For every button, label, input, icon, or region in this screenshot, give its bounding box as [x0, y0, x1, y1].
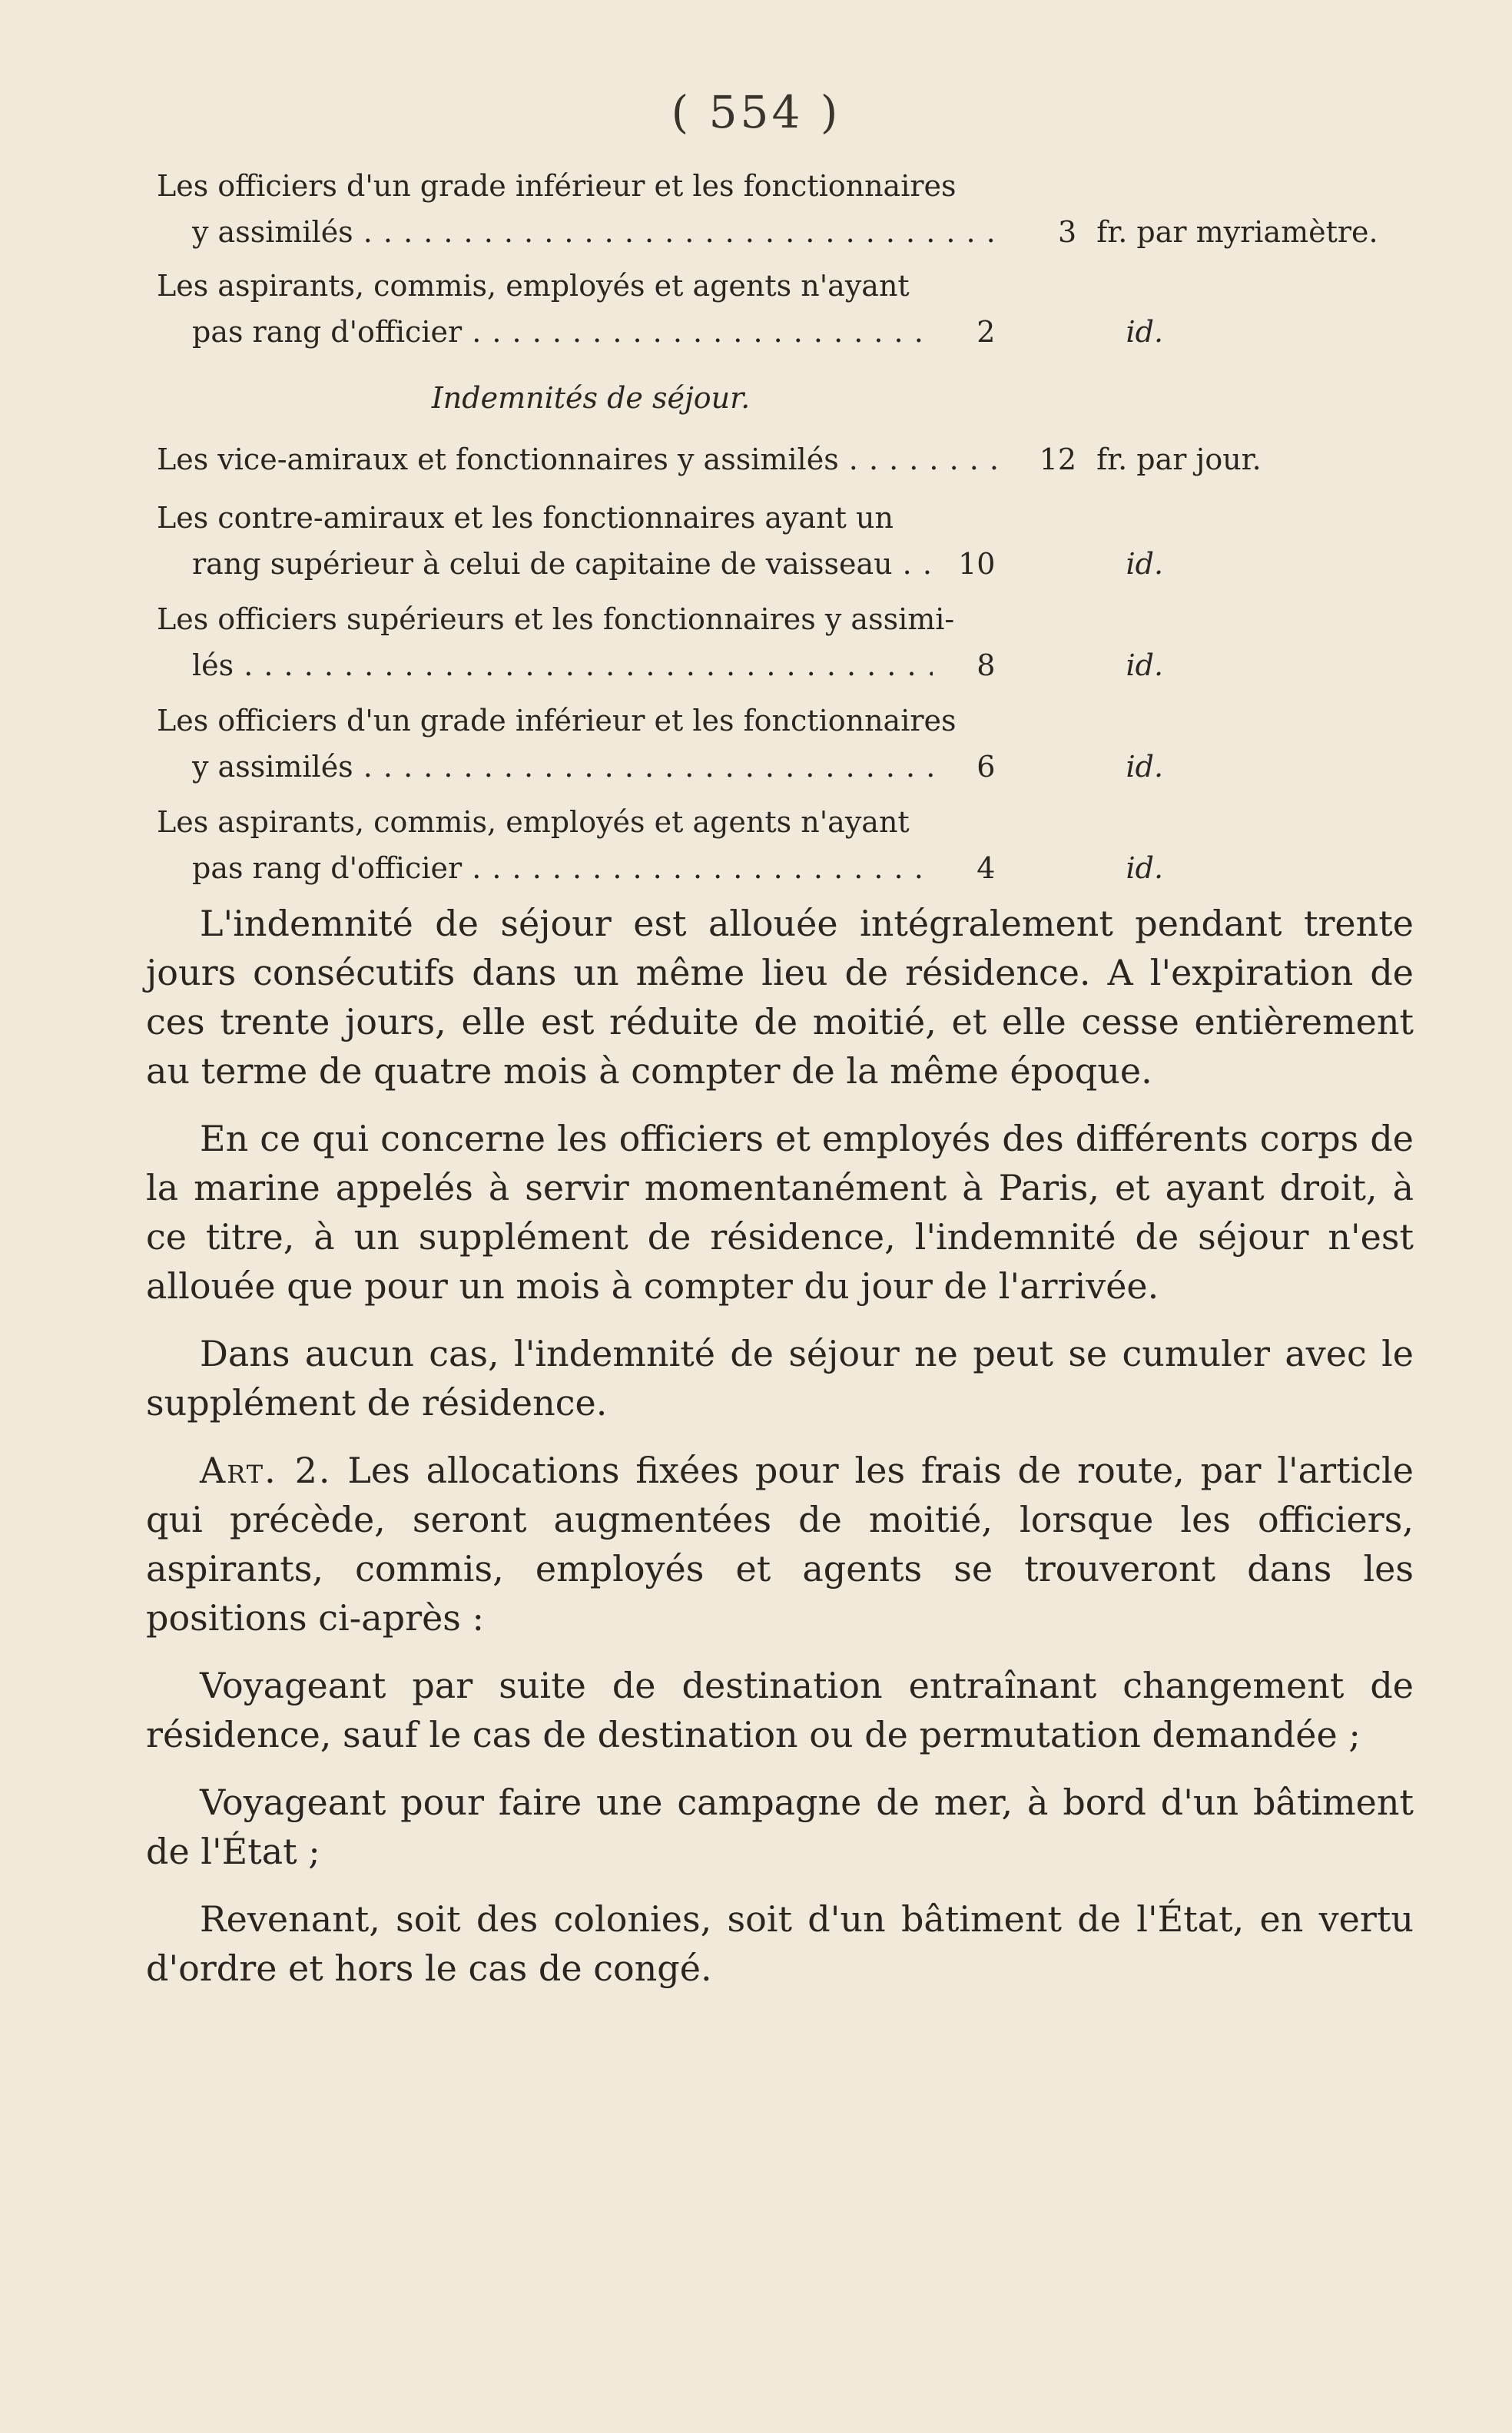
article-text: Les allocations fixées pour les frais de route, par l'article qui précède, seront augmentées de moitié, lorsque les officiers, aspirants, commis, employés et agents se trouveront dans les positions ci-après :: [146, 1450, 1414, 1639]
entry-line-1: Les officiers supérieurs et les fonctionnaires y assimi-: [157, 602, 955, 636]
paragraph: Dans aucun cas, l'indemnité de séjour ne peut se cumuler avec le supplément de résidence.: [146, 1333, 1414, 1424]
body-text: [146, 899, 1414, 2011]
position-item: Voyageant par suite de destination entraînant changement de résidence, sauf le cas de destination ou de permutation demandée ;: [146, 1665, 1414, 1755]
entry-unit: id.: [1126, 547, 1164, 581]
entry-line-2: [157, 309, 1417, 355]
entry-rate: 3: [1058, 215, 1077, 249]
schedule-entry: [157, 698, 1417, 790]
position-item: Voyageant pour faire une campagne de mer, à bord d'un bâtiment de l'État ;: [146, 1782, 1414, 1872]
entry-rate: 10: [958, 547, 996, 581]
entry-line-2: [157, 541, 1417, 587]
entry-label: y assimilés . . .: [192, 209, 1008, 255]
entry-rate: 6: [976, 750, 996, 784]
schedule-entry: [157, 495, 1417, 587]
position-item: Revenant, soit des colonies, soit d'un bâtiment de l'État, en vertu d'ordre et hors le cas de congé.: [146, 1898, 1414, 1989]
schedule-entry: [157, 799, 1417, 891]
schedule-entry: [157, 436, 1417, 482]
entry-line-2: [157, 209, 1417, 255]
entry-rate: 8: [976, 648, 996, 682]
article-label: Art. 2.: [200, 1450, 332, 1491]
entry-unit: id.: [1126, 648, 1164, 682]
entry-unit: fr. par myriamètre.: [1096, 215, 1378, 249]
entry-line-1: [157, 436, 1417, 482]
article-paragraph: [146, 1446, 1414, 1642]
entry-label: rang supérieur à celui de capitaine de vaisseau . . .: [192, 541, 933, 587]
entry-line-1: Les aspirants, commis, employés et agents n'ayant: [157, 805, 910, 839]
entry-label: y assimilés . . .: [192, 744, 933, 790]
entry-label: lés . . .: [192, 642, 933, 688]
entry-line-1: Les officiers d'un grade inférieur et les fonctionnaires: [157, 704, 957, 738]
entry-line-2: [157, 642, 1417, 688]
entry-unit: fr. par jour.: [1096, 443, 1262, 476]
paragraph: En ce qui concerne les officiers et employés des différents corps de la marine appelés à servir momentanément à Paris, et ayant droit, à ce titre, à un supplément de résidence, l'indemnité de séjour n'est allouée que pour un mois à compter du jour de l'arrivée.: [146, 1118, 1414, 1307]
section-subheading: Indemnités de séjour.: [431, 381, 751, 415]
schedule-entry: [157, 596, 1417, 688]
entry-label: pas rang d'officier . . .: [192, 309, 933, 355]
entry-line-2: [157, 744, 1417, 790]
entry-rate: 2: [976, 315, 996, 349]
entry-unit: id.: [1126, 315, 1164, 349]
page-number: ( 554 ): [671, 86, 841, 138]
paragraph: L'indemnité de séjour est allouée intégralement pendant trente jours consécutifs dans un même lieu de résidence. A l'expiration de ces trente jours, elle est réduite de moitié, et elle cesse entièrement au terme de quatre mois à compter de la même époque.: [146, 903, 1414, 1092]
entry-rate: 12: [1039, 443, 1077, 476]
entry-label: Les vice-amiraux et fonctionnaires y assimilés . . .: [157, 436, 1008, 482]
entry-line-1: Les aspirants, commis, employés et agents n'ayant: [157, 269, 910, 303]
entry-line-1: Les contre-amiraux et les fonctionnaires ayant un: [157, 501, 894, 535]
entry-rate: 4: [976, 851, 996, 885]
entry-unit: id.: [1126, 750, 1164, 784]
entry-line-1: Les officiers d'un grade inférieur et les fonctionnaires: [157, 169, 957, 203]
schedule-entry: [157, 263, 1417, 355]
entry-unit: id.: [1126, 851, 1164, 885]
entry-line-2: [157, 845, 1417, 891]
entry-label: pas rang d'officier . . .: [192, 845, 933, 891]
schedule-entry: [157, 163, 1417, 255]
